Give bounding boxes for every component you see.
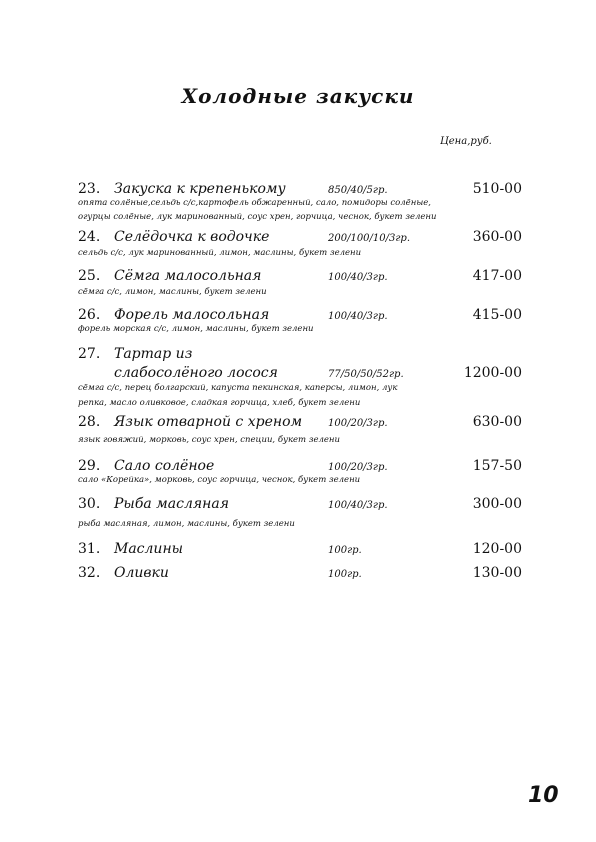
item-price: 630-00 [472, 414, 522, 430]
item-description: сало «Корейка», морковь, соус горчица, чеснок, букет зелени [78, 475, 361, 485]
item-name: Селёдочка к водочке [114, 229, 270, 245]
item-weight: 100/40/3гр. [328, 500, 388, 511]
menu-item [78, 413, 522, 431]
item-weight: 100/20/3гр. [328, 418, 388, 429]
item-price: 415-00 [472, 307, 522, 323]
price-column-header: Цена,руб. [440, 136, 492, 147]
item-price: 300-00 [472, 496, 522, 512]
item-description: опята солёные,сельдь с/с,картофель обжаренный, сало, помидоры солёные, [78, 198, 431, 208]
menu-item [78, 345, 522, 363]
item-description: рыба масляная, лимон, маслины, букет зелени [78, 519, 295, 529]
page-title: Холодные закуски [181, 84, 415, 108]
item-description: сёмга с/с, перец болгарский, капуста пекинская, каперсы, лимон, лук [78, 383, 398, 393]
menu-item [78, 306, 522, 324]
item-name: слабосолёного лосося [114, 365, 278, 381]
item-price: 157-50 [472, 458, 522, 474]
item-number: 23. [78, 181, 101, 197]
item-number: 27. [78, 346, 101, 362]
menu-item [78, 180, 522, 198]
item-number: 24. [78, 229, 101, 245]
item-price: 1200-00 [463, 365, 522, 381]
item-name: Маслины [114, 541, 184, 557]
item-weight: 850/40/5гр. [328, 185, 388, 196]
item-weight: 100/40/3гр. [328, 272, 388, 283]
item-weight: 100гр. [328, 545, 362, 556]
item-name: Форель малосольная [114, 307, 270, 323]
item-name: Закуска к крепенькому [114, 181, 286, 197]
item-description: язык говяжий, морковь, соус хрен, специи, букет зелени [78, 435, 341, 445]
item-name: Сёмга малосольная [114, 268, 262, 284]
item-price: 360-00 [472, 229, 522, 245]
menu-item [78, 540, 522, 558]
item-description: сельдь с/с, лук маринованный, лимон, маслины, букет зелени [78, 248, 362, 258]
item-number: 31. [78, 541, 101, 557]
item-price: 510-00 [472, 181, 522, 197]
item-name: Рыба масляная [114, 496, 229, 512]
menu-item [78, 267, 522, 285]
item-name: Сало солёное [114, 458, 215, 474]
item-weight: 200/100/10/3гр. [328, 233, 411, 244]
item-name: Оливки [114, 565, 169, 581]
item-name: Язык отварной с хреном [114, 414, 303, 430]
item-weight: 77/50/50/52гр. [328, 369, 404, 380]
item-number: 29. [78, 458, 101, 474]
item-number: 26. [78, 307, 101, 323]
item-description: сёмга с/с, лимон, маслины, букет зелени [78, 287, 267, 297]
item-description: форель морская с/с, лимон, маслины, букет зелени [78, 324, 314, 334]
item-number: 28. [78, 414, 101, 430]
item-description: огурцы солёные, лук маринованный, соус хрен, горчица, чеснок, букет зелени [78, 212, 437, 222]
menu-item-continued [78, 364, 522, 382]
item-weight: 100/40/3гр. [328, 311, 388, 322]
item-number: 25. [78, 268, 101, 284]
item-number: 32. [78, 565, 101, 581]
item-price: 120-00 [472, 541, 522, 557]
menu-item [78, 564, 522, 582]
item-weight: 100/20/3гр. [328, 462, 388, 473]
menu-item [78, 495, 522, 513]
item-description: репка, масло оливковое, сладкая горчица, хлеб, букет зелени [78, 398, 361, 408]
item-name: Тартар из [114, 346, 193, 362]
item-price: 130-00 [472, 565, 522, 581]
menu-item [78, 457, 522, 475]
item-number: 30. [78, 496, 101, 512]
menu-item [78, 228, 522, 246]
item-price: 417-00 [472, 268, 522, 284]
page-number: 10 [528, 783, 559, 808]
item-weight: 100гр. [328, 569, 362, 580]
